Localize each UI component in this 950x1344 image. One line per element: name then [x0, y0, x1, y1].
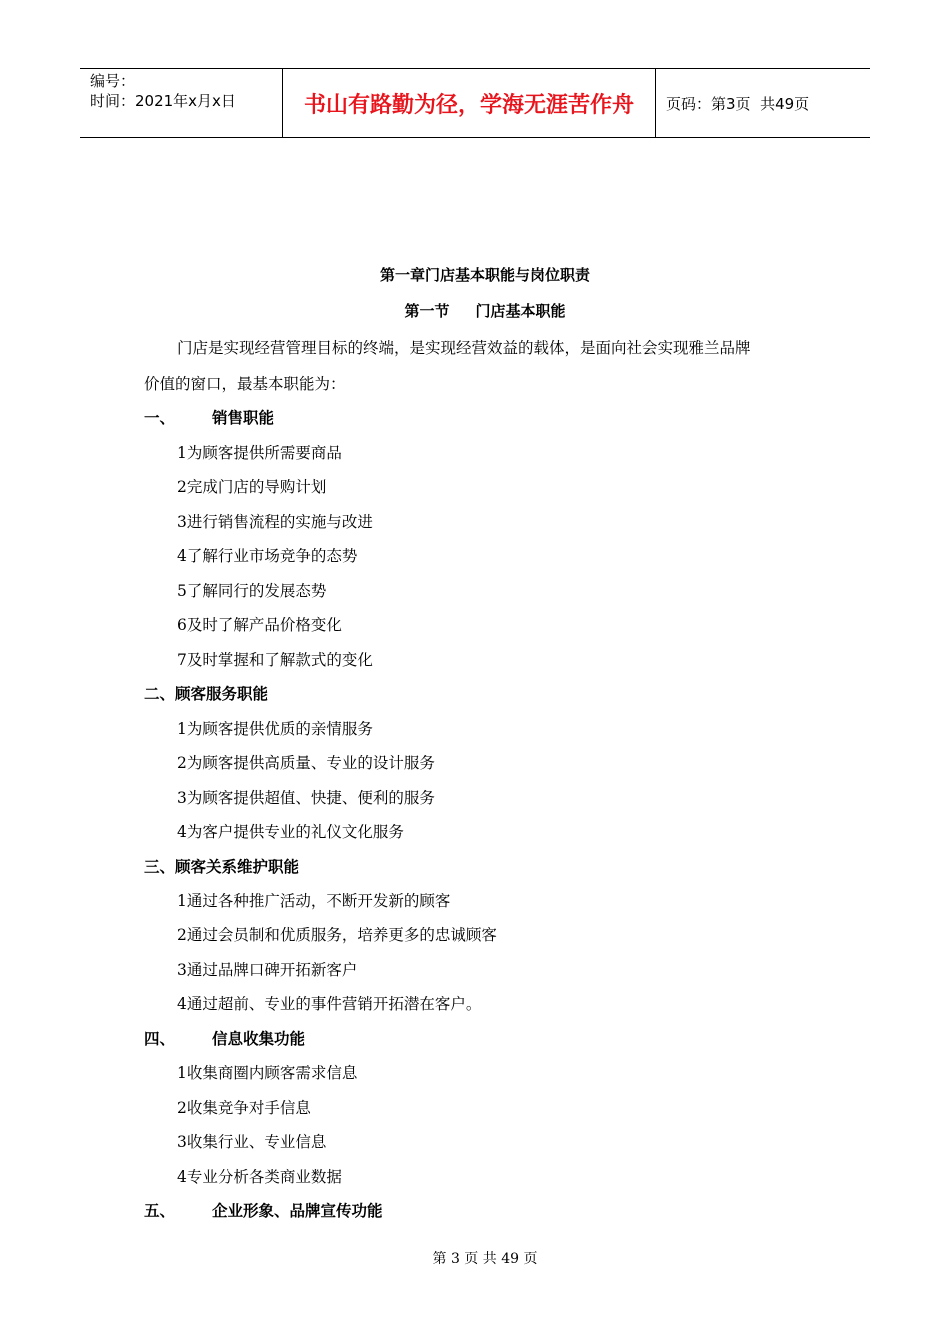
- header-page-info: [656, 69, 870, 137]
- list-item: 4为客户提供专业的礼仪文化服务: [177, 823, 404, 841]
- section-title: 门店基本职能: [475, 302, 566, 320]
- heading-title: 顾客关系维护职能: [175, 858, 300, 876]
- heading-sales: [144, 406, 274, 428]
- list-item: 5了解同行的发展态势: [177, 582, 327, 600]
- heading-brand-promotion: [144, 1199, 383, 1221]
- list-item: 7及时掌握和了解款式的变化: [177, 651, 373, 669]
- footer-page-number: 第 3 页 共 49 页: [432, 1251, 538, 1267]
- list-item: 1通过各种推广活动，不断开发新的顾客: [177, 892, 451, 910]
- heading-title: 企业形象、品牌宣传功能: [212, 1202, 383, 1220]
- heading-title: 销售职能: [212, 409, 275, 427]
- time-label: 时间：2021年x月x日: [90, 92, 236, 110]
- section-number: 第一节: [404, 302, 450, 320]
- list-item: 3通过品牌口碑开拓新客户: [177, 961, 358, 979]
- header-motto: 书山有路勤为径，学海无涯苦作舟: [282, 69, 656, 137]
- heading-info-collection: [144, 1027, 305, 1049]
- heading-number: 五、: [144, 1202, 176, 1220]
- heading-number: 二、: [144, 685, 176, 703]
- list-item: 4了解行业市场竞争的态势: [177, 547, 358, 565]
- heading-customer-service: [144, 682, 268, 704]
- heading-number: 三、: [144, 858, 176, 876]
- list-item: 3进行销售流程的实施与改进: [177, 513, 373, 531]
- heading-title: 信息收集功能: [212, 1030, 306, 1048]
- list-item: 2收集竞争对手信息: [177, 1099, 311, 1117]
- heading-customer-relations: [144, 855, 299, 877]
- list-item: 6及时了解产品价格变化: [177, 616, 342, 634]
- list-item: 3收集行业、专业信息: [177, 1133, 327, 1151]
- page-header: [80, 68, 870, 138]
- intro-line-2: 价值的窗口，最基本职能为：: [144, 375, 346, 393]
- page-label: 页码：第3页 共49页: [666, 94, 810, 113]
- heading-number: 一、: [144, 409, 176, 427]
- list-item: 4专业分析各类商业数据: [177, 1168, 342, 1186]
- number-label: 编号：: [90, 72, 136, 90]
- list-item: 1为顾客提供所需要商品: [177, 444, 342, 462]
- section-heading: [10, 300, 950, 321]
- intro-line-1: 门店是实现经营管理目标的终端，是实现经营效益的载体，是面向社会实现雅兰品牌: [177, 339, 751, 357]
- header-info: [80, 69, 282, 137]
- chapter-title: 第一章门店基本职能与岗位职责: [379, 266, 590, 284]
- list-item: 1为顾客提供优质的亲情服务: [177, 720, 373, 738]
- list-item: 4通过超前、专业的事件营销开拓潜在客户。: [177, 995, 482, 1013]
- list-item: 2为顾客提供高质量、专业的设计服务: [177, 754, 435, 772]
- list-item: 1收集商圈内顾客需求信息: [177, 1064, 358, 1082]
- page-footer: [10, 1248, 950, 1268]
- list-item: 3为顾客提供超值、快捷、便利的服务: [177, 789, 435, 807]
- heading-number: 四、: [144, 1030, 176, 1048]
- list-item: 2通过会员制和优质服务，培养更多的忠诚顾客: [177, 926, 497, 944]
- heading-title: 顾客服务职能: [175, 685, 269, 703]
- list-item: 2完成门店的导购计划: [177, 478, 327, 496]
